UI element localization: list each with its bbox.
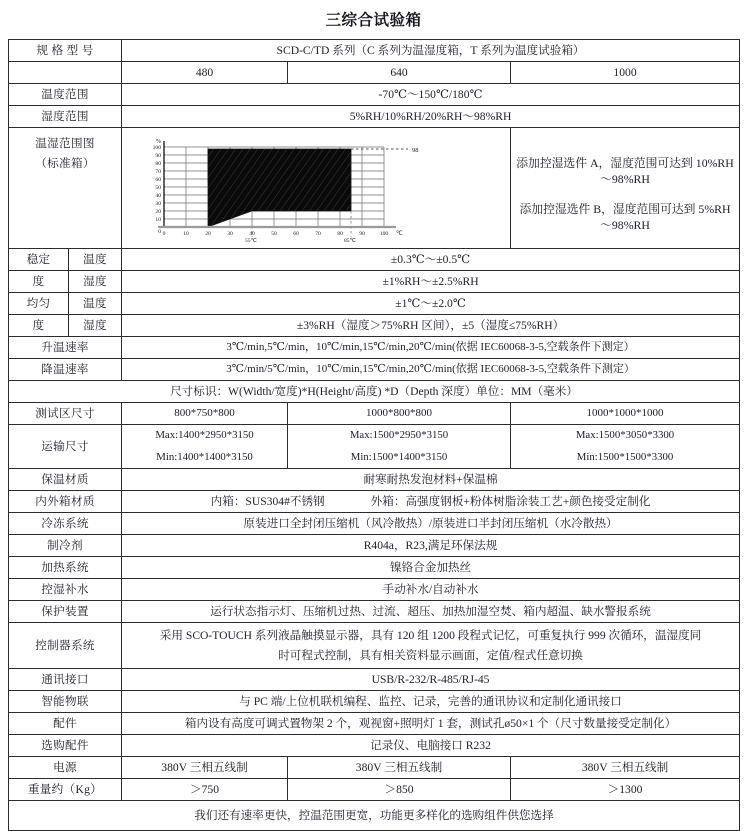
stability-temp-sublabel: 温度: [69, 249, 122, 271]
table-row-insulation: [9, 469, 740, 491]
svg-text:70: 70: [315, 231, 321, 237]
chart-wrap: [122, 133, 510, 243]
uniformity-label-bottom: 度: [9, 315, 69, 337]
table-row-cooling-rate: [9, 359, 740, 381]
table-row-accessory: [9, 713, 740, 735]
table-row-heating-rate: [9, 337, 740, 359]
shipping-dimension-group-1: [125, 428, 284, 464]
insulation-label: 保温材质: [9, 469, 122, 491]
chart-x-ticks: [163, 231, 389, 237]
insulation-value: 耐寒耐热发泡材料+保温棉: [122, 469, 740, 491]
temp-range-value: -70℃～150℃/180℃: [122, 84, 740, 106]
table-row-sizes: [9, 62, 740, 84]
size-value-1000: 1000: [511, 62, 740, 84]
svg-text:40: 40: [155, 193, 162, 199]
svg-text:20: 20: [155, 209, 162, 215]
stability-temp-value: ±0.3℃～±0.5℃: [122, 249, 740, 271]
shipping-min-1: Min:1400*1400*3150: [156, 451, 253, 463]
table-row-humidity-range: [9, 106, 740, 128]
table-row-test-area: [9, 403, 740, 425]
table-row-footer-note: [9, 801, 740, 831]
humidity-option-cell: [511, 128, 740, 249]
protection-label: 保护装置: [9, 601, 122, 623]
humidity-range-chart: [122, 133, 511, 243]
shipping-dimension-cell-2: [288, 425, 511, 469]
table-row-range-chart: [9, 128, 740, 249]
power-label: 电源: [9, 757, 122, 779]
table-row-box-material: [9, 491, 740, 513]
table-row-water-supply: [9, 579, 740, 601]
heating-system-value: 镍铬合金加热丝: [122, 557, 740, 579]
svg-text:10: 10: [183, 231, 189, 237]
chart-55c-label: 55℃: [245, 238, 257, 243]
svg-text:30: 30: [227, 231, 233, 237]
protection-value: 运行状态指示灯、压缩机过热、过流、超压、加热加湿空焚、箱内超温、缺水警报系统: [122, 601, 740, 623]
svg-text:10: 10: [155, 217, 162, 223]
svg-text:80: 80: [155, 161, 162, 167]
temp-range-label: 温度范围: [9, 84, 122, 106]
table-row-heating-system: [9, 557, 740, 579]
controller-label: 控制器系统: [9, 623, 122, 669]
uniformity-temp-sublabel: 温度: [69, 293, 122, 315]
table-row-refrigeration-system: [9, 513, 740, 535]
size-value-480: 480: [122, 62, 288, 84]
svg-text:50: 50: [155, 185, 162, 191]
water-supply-label: 控湿补水: [9, 579, 122, 601]
shipping-min-2: Min:1500*1400*3150: [350, 451, 448, 463]
humidity-option-a: 添加控湿选件 A，湿度范围可达到 10%RH～98%RH: [516, 156, 734, 187]
shipping-dimension-label: 运输尺寸: [9, 425, 122, 469]
weight-value-2: ＞850: [288, 779, 511, 801]
accessory-value: 箱内设有高度可调式置物架 2 个，观视窗+照明灯 1 套，测试孔ø50×1 个（尺寸数量接受定制化）: [122, 713, 740, 735]
svg-text:30: 30: [155, 201, 162, 207]
power-value-3: 380V 三相五线制: [511, 757, 740, 779]
size-label-empty: [9, 62, 122, 84]
heating-rate-value: 3℃/min,5℃/min，10℃/min,15℃/min,20℃/min(依据 IEC60068-3-5,空载条件下测定）: [122, 337, 740, 359]
test-area-label: 测试区尺寸: [9, 403, 122, 425]
svg-text:60: 60: [293, 231, 299, 237]
box-material-label: 内外箱材质: [9, 491, 122, 513]
chart-label-98: 98: [412, 147, 419, 154]
heating-system-label: 加热系统: [9, 557, 122, 579]
page-title: 三综合试验箱: [325, 12, 422, 29]
uniformity-temp-value: ±1℃～±2.0℃: [122, 293, 740, 315]
table-row-weight: [9, 779, 740, 801]
communication-label: 通讯接口: [9, 669, 122, 691]
humidity-range-label: 湿度范围: [9, 106, 122, 128]
stability-label-bottom: 度: [9, 271, 69, 293]
shipping-dimension-group-3: [514, 428, 736, 464]
cooling-rate-value: 3℃/min/5℃/min，10℃/min,15℃/min,20℃/min(依据 IEC60068-3-5,空载条件下测定）: [122, 359, 740, 381]
svg-text:20: 20: [205, 231, 211, 237]
svg-text:50: 50: [271, 231, 277, 237]
svg-text:90: 90: [359, 231, 365, 237]
table-row-uniformity-humi: [9, 315, 740, 337]
power-value-1: 380V 三相五线制: [122, 757, 288, 779]
controller-value: [122, 623, 740, 669]
table-row-communication: [9, 669, 740, 691]
table-row-power: [9, 757, 740, 779]
humidity-options: [514, 142, 736, 234]
table-row-stability-humi: [9, 271, 740, 293]
svg-text:100: 100: [379, 231, 389, 237]
chart-85c-label: 85℃: [344, 238, 356, 243]
specification-table: [8, 39, 740, 831]
table-row-iot: [9, 691, 740, 713]
controller-line-2: 时可程式控制，具有相关资料显示画面，定值/程式任意切换: [278, 648, 583, 662]
box-material-outer: 外箱：高强度钢板+粉体树脂涂装工艺+颜色接受定制化: [370, 494, 651, 508]
svg-text:90: 90: [155, 153, 162, 159]
refrigeration-system-value: 原装进口全封闭压缩机（风冷散热）/原装进口半封闭压缩机（水冷散热）: [122, 513, 740, 535]
svg-text:0: 0: [158, 229, 162, 235]
weight-value-3: ＞1300: [511, 779, 740, 801]
svg-text:40: 40: [249, 231, 255, 237]
table-row-temp-range: [9, 84, 740, 106]
refrigerant-value: R404a，R23,满足环保法规: [122, 535, 740, 557]
shipping-max-3: Max:1500*3050*3300: [575, 429, 675, 442]
table-row-optional-accessory: [9, 735, 740, 757]
optional-accessory-label: 选购配件: [9, 735, 122, 757]
shipping-dimension-cell-1: [122, 425, 288, 469]
svg-text:60: 60: [155, 177, 162, 183]
chart-label-line2: （标准箱）: [35, 156, 95, 170]
shipping-dimension-cell-3: [511, 425, 740, 469]
stability-humi-sublabel: 湿度: [69, 271, 122, 293]
humidity-temperature-chart-cell: [122, 128, 511, 249]
uniformity-label-top: 均匀: [9, 293, 69, 315]
weight-label: 重量约（Kg）: [9, 779, 122, 801]
shipping-max-2: Max:1500*2950*3150: [349, 429, 449, 442]
shipping-dimension-group-2: [291, 428, 507, 464]
chart-x-axis-unit: ℃: [396, 231, 403, 237]
footer-note: 我们还有速率更快，控温范围更宽，功能更多样化的选购组件供您选择: [9, 801, 740, 831]
box-material-inner-wrap: [125, 494, 736, 510]
water-supply-value: 手动补水/自动补水: [122, 579, 740, 601]
box-material-value: [122, 491, 740, 513]
svg-text:0: 0: [162, 231, 166, 237]
table-row-refrigerant: [9, 535, 740, 557]
stability-label-top: 稳定: [9, 249, 69, 271]
shipping-max-1: Max:1400*2950*3150: [155, 429, 254, 442]
test-area-value-1: 800*750*800: [122, 403, 288, 425]
shipping-min-3: Min:1500*1500*3300: [576, 451, 674, 463]
svg-text:100: 100: [152, 145, 162, 151]
stability-humi-value: ±1%RH～±2.5%RH: [122, 271, 740, 293]
refrigeration-system-label: 冷冻系统: [9, 513, 122, 535]
chart-y-axis-unit: %: [156, 139, 162, 145]
iot-label: 智能物联: [9, 691, 122, 713]
svg-text:80: 80: [337, 231, 343, 237]
table-row-model: [9, 40, 740, 62]
humidity-range-value: 5%RH/10%RH/20%RH～98%RH: [122, 106, 740, 128]
table-row-shipping-dimension: [9, 425, 740, 469]
model-label: 规 格 型 号: [9, 40, 122, 62]
uniformity-humi-value: ±3%RH（湿度＞75%RH 区间），±5（湿度≤75%RH）: [122, 315, 740, 337]
uniformity-humi-sublabel: 湿度: [69, 315, 122, 337]
refrigerant-label: 制冷剂: [9, 535, 122, 557]
test-area-value-3: 1000*1000*1000: [511, 403, 740, 425]
svg-text:70: 70: [155, 169, 162, 175]
table-row-uniformity-temp: [9, 293, 740, 315]
table-row-dimension-note: [9, 381, 740, 403]
communication-value: USB/R-232/R-485/RJ-45: [122, 669, 740, 691]
cooling-rate-label: 降温速率: [9, 359, 122, 381]
optional-accessory-value: 记录仪、电脑接口 R232: [122, 735, 740, 757]
power-value-2: 380V 三相五线制: [288, 757, 511, 779]
model-value: SCD-C/TD 系列（C 系列为温湿度箱，T 系列为温度试验箱）: [122, 40, 740, 62]
size-value-640: 640: [288, 62, 511, 84]
controller-line-1: 采用 SCO-TOUCH 系列液晶触摸显示器，具有 120 组 1200 段程式记忆，可重复执行 999 次循环，温湿度同: [159, 629, 702, 642]
chart-label-cell: [9, 128, 122, 249]
test-area-value-2: 1000*800*800: [288, 403, 511, 425]
iot-value: 与 PC 端/上位机联机编程、监控、记录，完善的通讯协议和定制化通讯接口: [122, 691, 740, 713]
table-row-controller: [9, 623, 740, 669]
table-row-protection: [9, 601, 740, 623]
dimension-note: 尺寸标识：W(Width/宽度)*H(Height/高度) *D（Depth 深度）单位：MM（毫米）: [9, 381, 740, 403]
humidity-option-b: 添加控湿选件 B，湿度范围可达到 5%RH～98%RH: [519, 202, 731, 232]
accessory-label: 配件: [9, 713, 122, 735]
heating-rate-label: 升温速率: [9, 337, 122, 359]
table-row-stability-temp: [9, 249, 740, 271]
chart-label-line1: 温湿范围图: [35, 137, 95, 150]
chart-y-ticks: [153, 145, 162, 235]
box-material-inner: 内箱：SUS304#不锈钢: [210, 494, 325, 508]
weight-value-1: ＞750: [122, 779, 288, 801]
